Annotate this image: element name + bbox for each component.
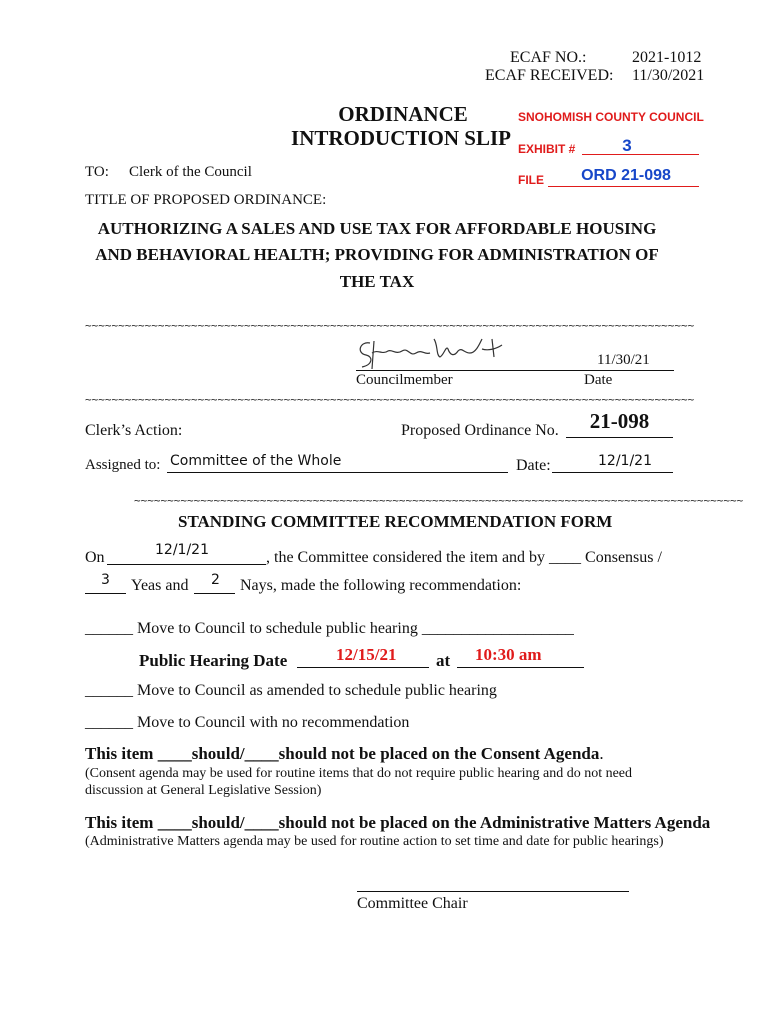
page-title-line1: ORDINANCE <box>338 102 468 126</box>
ecaf-no-label: ECAF NO.: <box>510 49 587 66</box>
hearing-time-line <box>457 667 584 668</box>
to-value: Clerk of the Council <box>129 164 252 180</box>
signature-date-label: Date <box>584 372 613 388</box>
option-amended: ______ Move to Council as amended to schedule public hearing <box>85 682 497 699</box>
to-label: TO: <box>85 164 109 180</box>
nays-value: 2 <box>211 572 220 588</box>
consent-heading-text: This item ____should/____should not be placed on the Consent Agenda <box>85 744 600 763</box>
assigned-value: Committee of the Whole <box>170 453 342 469</box>
hearing-at-label: at <box>436 651 451 670</box>
divider-2: ~~~~~~~~~~~~~~~~~~~~~~~~~~~~~~~~~~~~~~~~~~~~~~~~~~~~~~~~~~~~~~~~~~~~~~~~~~~~~~~~~~~~~~~~~~~~ <box>85 393 695 406</box>
proposed-no-line <box>566 437 673 438</box>
yeas-line <box>85 593 126 594</box>
divider-1: ~~~~~~~~~~~~~~~~~~~~~~~~~~~~~~~~~~~~~~~~~~~~~~~~~~~~~~~~~~~~~~~~~~~~~~~~~~~~~~~~~~~~~~~~~~~~ <box>85 319 695 332</box>
page-title-line2: INTRODUCTION SLIP <box>291 126 511 150</box>
nays-line <box>194 593 235 594</box>
signature-svg <box>352 335 512 371</box>
ecaf-received-label: ECAF RECEIVED: <box>485 67 614 84</box>
clerk-date-line <box>552 472 673 473</box>
hearing-time-value: 10:30 am <box>475 645 542 664</box>
admin-agenda-heading: This item ____should/____should not be placed on the Administrative Matters Agenda <box>85 813 711 832</box>
ecaf-received-value: 11/30/2021 <box>632 67 705 84</box>
clerk-action-label: Clerk’s Action: <box>85 422 183 439</box>
on-value: 12/1/21 <box>155 542 209 558</box>
chair-label: Committee Chair <box>357 895 468 912</box>
proposed-title-label: TITLE OF PROPOSED ORDINANCE: <box>85 192 327 208</box>
on-label: On <box>85 549 105 566</box>
assigned-line <box>167 472 508 473</box>
ordinance-title-line3: THE TAX <box>339 272 415 291</box>
on-line <box>107 564 266 565</box>
proposed-no-value: 21-098 <box>589 409 650 433</box>
ordinance-title-line2: AND BEHAVIORAL HEALTH; PROVIDING FOR ADMINISTRATION OF <box>95 245 659 264</box>
hearing-date-label: Public Hearing Date <box>139 651 288 670</box>
consent-note-line2: discussion at General Legislative Session) <box>85 783 322 798</box>
stamp-exhibit-label: EXHIBIT # <box>518 142 576 156</box>
proposed-no-label: Proposed Ordinance No. <box>401 422 559 439</box>
stamp-file-value: ORD 21-098 <box>581 167 671 184</box>
divider-3: ~~~~~~~~~~~~~~~~~~~~~~~~~~~~~~~~~~~~~~~~~~~~~~~~~~~~~~~~~~~~~~~~~~~~~~~~~~~~~~~~~~~~~~~~~~~~ <box>134 494 744 507</box>
recommendation-heading: STANDING COMMITTEE RECOMMENDATION FORM <box>178 512 613 531</box>
consent-agenda-heading <box>85 744 604 764</box>
option-no-recommendation: ______ Move to Council with no recommendation <box>85 714 410 731</box>
councilmember-label: Councilmember <box>356 372 453 388</box>
yeas-label: Yeas and <box>131 577 189 594</box>
admin-note: (Administrative Matters agenda may be used for routine action to set time and date for public hearings) <box>85 834 664 849</box>
considered-text: , the Committee considered the item and by ____ Consensus / <box>266 549 662 566</box>
stamp-file-label: FILE <box>518 173 544 187</box>
assigned-label: Assigned to: <box>85 457 161 473</box>
signature-date-value: 11/30/21 <box>597 352 650 368</box>
signature-line <box>356 370 674 371</box>
nays-text: Nays, made the following recommendation: <box>240 577 522 594</box>
clerk-date-label: Date: <box>516 457 551 474</box>
ordinance-title-line1: AUTHORIZING A SALES AND USE TAX FOR AFFORDABLE HOUSING <box>97 219 657 238</box>
councilmember-signature <box>352 335 512 371</box>
stamp-council: SNOHOMISH COUNTY COUNCIL <box>518 110 704 124</box>
stamp-exhibit-value: 3 <box>622 136 632 155</box>
hearing-date-value: 12/15/21 <box>336 645 397 664</box>
hearing-date-line <box>297 667 429 668</box>
option-schedule-hearing: ______ Move to Council to schedule public hearing ___________________ <box>85 620 574 637</box>
yeas-value: 3 <box>101 572 110 588</box>
chair-signature-line <box>357 891 629 892</box>
stamp-file-line <box>548 186 699 187</box>
clerk-date-value: 12/1/21 <box>598 453 652 469</box>
consent-heading-period: . <box>599 744 604 763</box>
consent-note-line1: (Consent agenda may be used for routine items that do not require public hearing and do not need <box>85 766 633 781</box>
ecaf-no-value: 2021-1012 <box>632 49 702 66</box>
